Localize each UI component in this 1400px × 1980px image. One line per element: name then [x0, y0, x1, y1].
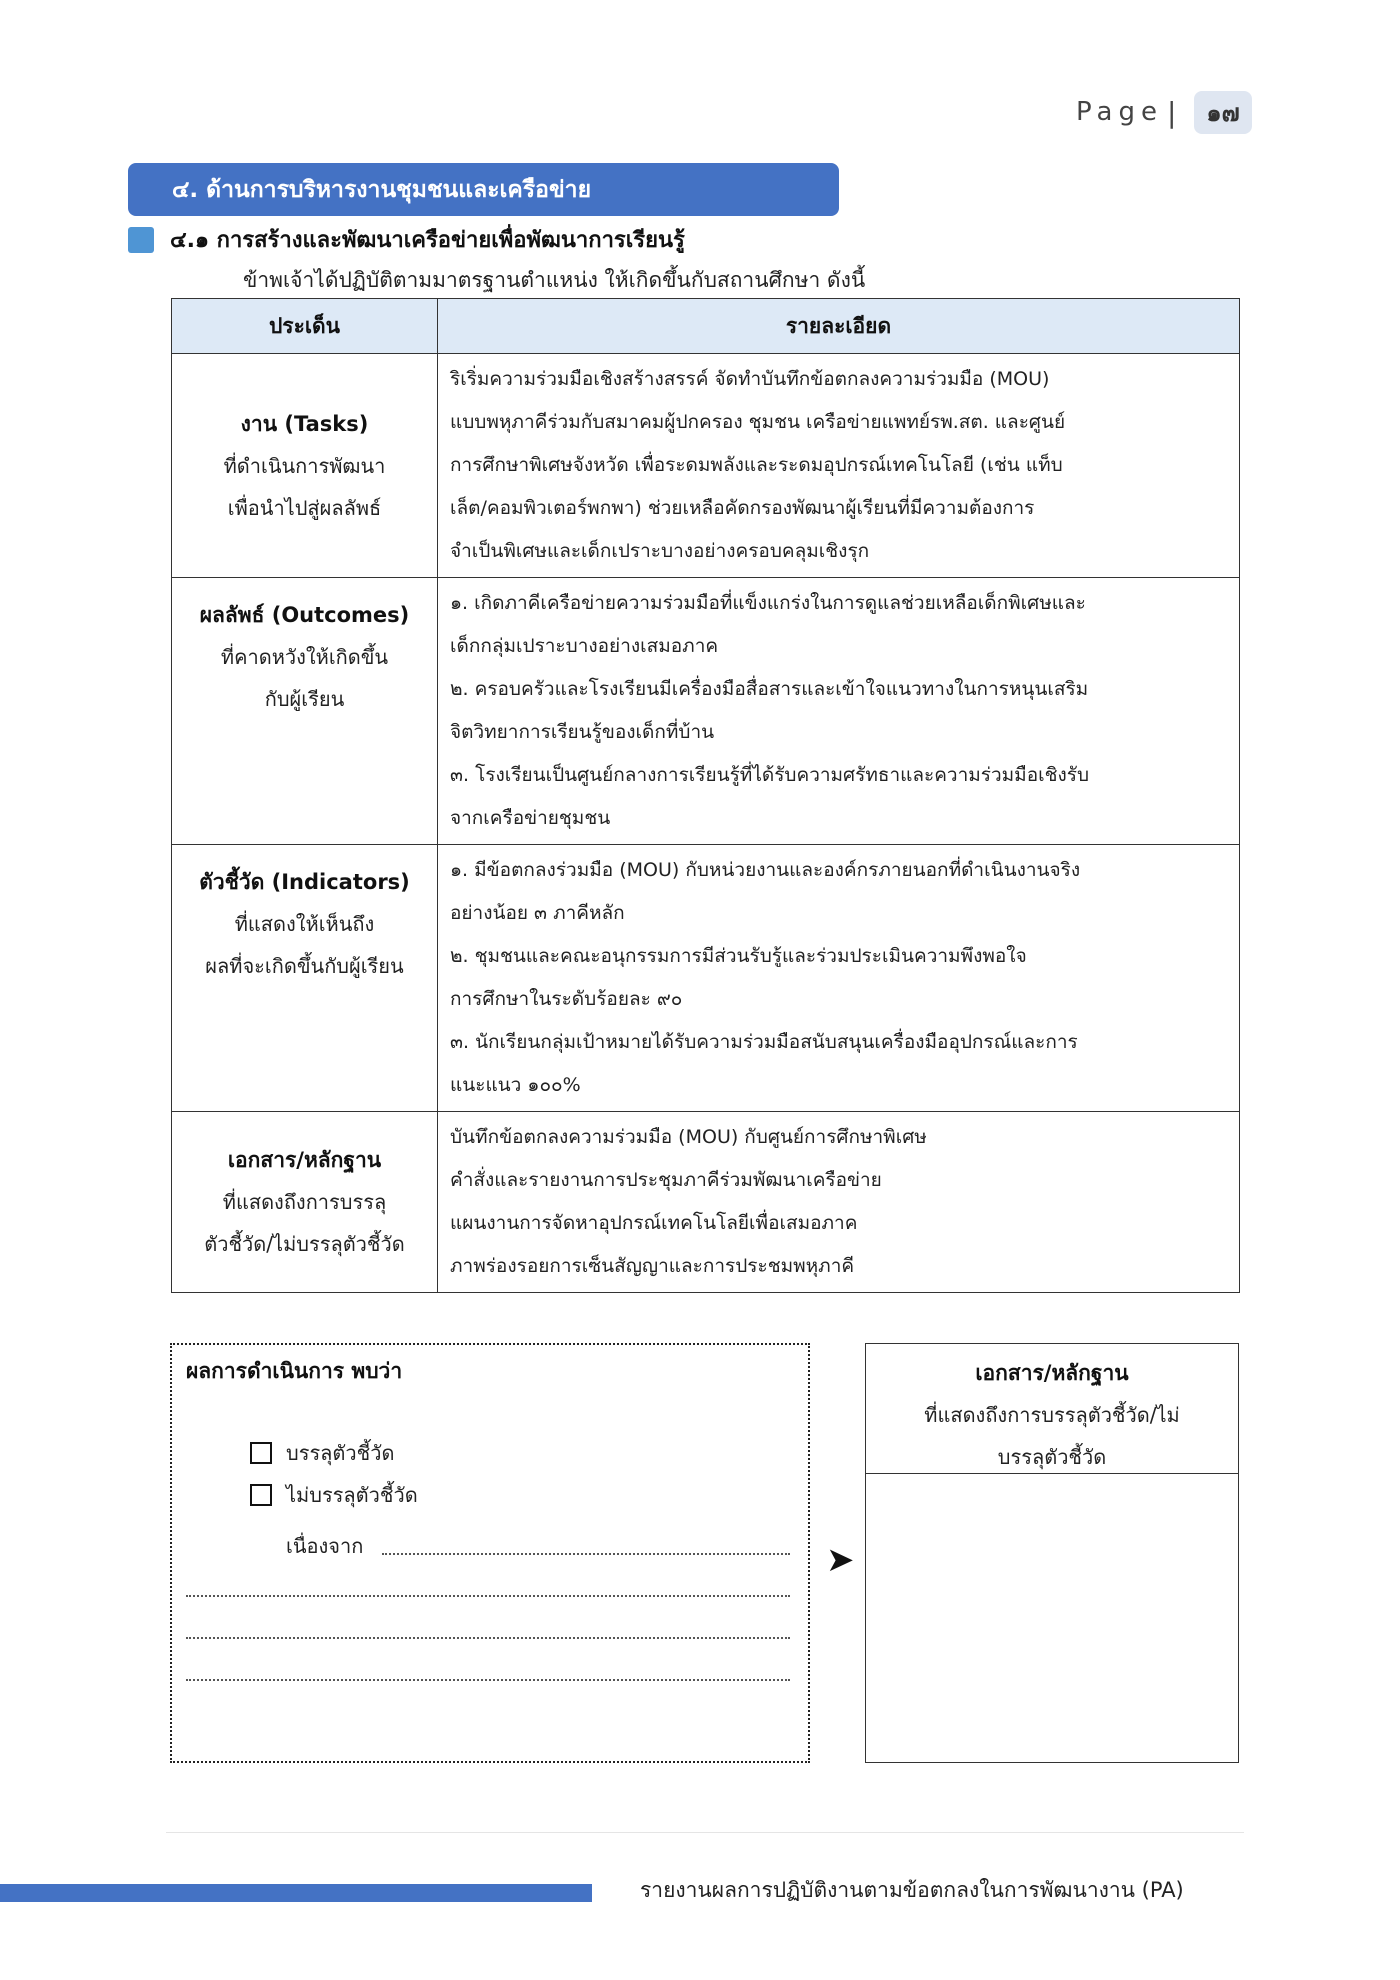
- evidence-box: [865, 1343, 1239, 1763]
- detail-line: บันทึกข้อตกลงความร่วมมือ (MOU) กับศูนย์การศึกษาพิเศษ: [450, 1126, 927, 1148]
- detail-cell: [438, 1112, 1240, 1293]
- topic-subtitle: ที่คาดหวังให้เกิดขึ้น: [220, 645, 389, 669]
- fill-line[interactable]: [186, 1679, 790, 1681]
- detail-line: ๒. ครอบครัวและโรงเรียนมีเครื่องมือสื่อสารและเข้าใจแนวทางในการหนุนเสริม: [450, 678, 1089, 700]
- arrow-left-icon: ➤: [826, 1540, 855, 1580]
- table-row-evidence: [172, 1112, 1240, 1293]
- subsection-title: ๔.๑ การสร้างและพัฒนาเครือข่ายเพื่อพัฒนาการเรียนรู้: [170, 228, 685, 253]
- page-number: ๑๗: [1194, 91, 1251, 134]
- footer-text: รายงานผลการปฏิบัติงานตามข้อตกลงในการพัฒนางาน (PA): [640, 1878, 1184, 1902]
- topic-title: เอกสาร/หลักฐาน: [227, 1148, 382, 1172]
- detail-cell: [438, 354, 1240, 578]
- page-header: [1076, 92, 1252, 132]
- topic-title: ตัวชี้วัด (Indicators): [199, 870, 410, 894]
- topic-cell: [172, 354, 438, 578]
- detail-line: เล็ต/คอมพิวเตอร์พกพา) ช่วยเหลือคัดกรองพัฒนาผู้เรียนที่มีความต้องการ: [450, 497, 1035, 519]
- detail-line: ๑. เกิดภาคีเครือข่ายความร่วมมือที่แข็งแกร่งในการดูแลช่วยเหลือเด็กพิเศษและ: [450, 592, 1086, 614]
- evidence-subtitle: ที่แสดงถึงการบรรลุตัวชี้วัด/ไม่: [924, 1403, 1180, 1427]
- evidence-title: เอกสาร/หลักฐาน: [975, 1361, 1129, 1385]
- result-title: ผลการดำเนินการ พบว่า: [186, 1359, 403, 1383]
- page-separator: |: [1166, 95, 1177, 129]
- result-box: [170, 1343, 810, 1763]
- table-row-outcomes: [172, 578, 1240, 845]
- topic-cell: [172, 578, 438, 845]
- column-header-detail: รายละเอียด: [438, 299, 1240, 354]
- subsection-heading: [128, 222, 685, 257]
- standards-table: [171, 298, 1240, 1293]
- section-title: ๔. ด้านการบริหารงานชุมชนและเครือข่าย: [128, 163, 839, 216]
- detail-cell: [438, 845, 1240, 1112]
- detail-line: ภาพร่องรอยการเซ็นสัญญาและการประชมพหุภาคี: [450, 1255, 855, 1277]
- topic-title: งาน (Tasks): [240, 411, 369, 436]
- detail-line: ๓. นักเรียนกลุ่มเป้าหมายได้รับความร่วมมือสนับสนุนเครื่องมืออุปกรณ์และการ: [450, 1031, 1078, 1053]
- topic-subtitle: ตัวชี้วัด/ไม่บรรลุตัวชี้วัด: [204, 1232, 405, 1256]
- option-met[interactable]: [250, 1437, 394, 1469]
- topic-subtitle: ที่แสดงถึงการบรรลุ: [222, 1190, 387, 1214]
- detail-line: ริเริ่มความร่วมมือเชิงสร้างสรรค์ จัดทำบันทึกข้อตกลงความร่วมมือ (MOU): [450, 368, 1050, 390]
- detail-line: แนะแนว ๑๐๐%: [450, 1074, 581, 1096]
- detail-line: แผนงานการจัดหาอุปกรณ์เทคโนโลยีเพื่อเสมอภาค: [450, 1212, 858, 1234]
- detail-line: ๓. โรงเรียนเป็นศูนย์กลางการเรียนรู้ที่ได้รับความศรัทธาและความร่วมมือเชิงรับ: [450, 764, 1090, 786]
- table-row-indicators: [172, 845, 1240, 1112]
- table-header-row: [172, 299, 1240, 354]
- fill-line[interactable]: [382, 1553, 790, 1555]
- option-not-met[interactable]: [250, 1479, 418, 1511]
- footer-divider: [166, 1832, 1244, 1833]
- fill-line[interactable]: [186, 1595, 790, 1597]
- topic-title: ผลลัพธ์ (Outcomes): [199, 603, 410, 627]
- checkbox-not-met[interactable]: [250, 1484, 272, 1506]
- detail-line: จำเป็นพิเศษและเด็กเปราะบางอย่างครอบคลุมเชิงรุก: [450, 540, 870, 562]
- intro-text: ข้าพเจ้าได้ปฏิบัติตามมาตรฐานตำแหน่ง ให้เกิดขึ้นกับสถานศึกษา ดังนี้: [243, 268, 866, 292]
- fill-line[interactable]: [186, 1637, 790, 1639]
- because-label: เนื่องจาก: [286, 1534, 364, 1558]
- checkbox-met[interactable]: [250, 1442, 272, 1464]
- detail-line: การศึกษาพิเศษจังหวัด เพื่อระดมพลังและระดมอุปกรณ์เทคโนโลยี (เช่น แท็บ: [450, 454, 1063, 476]
- topic-subtitle: ที่ดำเนินการพัฒนา: [223, 453, 386, 478]
- topic-cell: [172, 845, 438, 1112]
- detail-line: ๑. มีข้อตกลงร่วมมือ (MOU) กับหน่วยงานและองค์กรภายนอกที่ดำเนินงานจริง: [450, 859, 1081, 881]
- detail-cell: [438, 578, 1240, 845]
- topic-subtitle: กับผู้เรียน: [264, 687, 345, 711]
- topic-subtitle: เพื่อนำไปสู่ผลลัพธ์: [227, 495, 382, 520]
- evidence-subtitle: บรรลุตัวชี้วัด: [997, 1445, 1107, 1469]
- topic-cell: [172, 1112, 438, 1293]
- table-row-tasks: [172, 354, 1240, 578]
- option-not-met-label: ไม่บรรลุตัวชี้วัด: [286, 1483, 418, 1507]
- detail-line: การศึกษาในระดับร้อยละ ๙๐: [450, 988, 683, 1010]
- detail-line: คำสั่งและรายงานการประชุมภาคีร่วมพัฒนาเครือข่าย: [450, 1169, 882, 1191]
- bullet-square-icon: [128, 227, 154, 253]
- detail-line: อย่างน้อย ๓ ภาคีหลัก: [450, 902, 625, 924]
- detail-line: ๒. ชุมชนและคณะอนุกรรมการมีส่วนรับรู้และร่วมประเมินความพึงพอใจ: [450, 945, 1027, 967]
- footer-accent-bar: [0, 1884, 592, 1902]
- detail-line: จิตวิทยาการเรียนรู้ของเด็กที่บ้าน: [450, 721, 715, 743]
- detail-line: แบบพหุภาคีร่วมกับสมาคมผู้ปกครอง ชุมชน เครือข่ายแพทย์รพ.สต. และศูนย์: [450, 411, 1066, 433]
- topic-subtitle: ผลที่จะเกิดขึ้นกับผู้เรียน: [205, 954, 404, 978]
- option-met-label: บรรลุตัวชี้วัด: [286, 1441, 395, 1465]
- evidence-header: [866, 1344, 1238, 1474]
- detail-line: จากเครือข่ายชุมชน: [450, 807, 611, 829]
- column-header-topic: ประเด็น: [172, 299, 438, 354]
- page-label: Page: [1076, 97, 1163, 127]
- detail-line: เด็กกลุ่มเปราะบางอย่างเสมอภาค: [450, 635, 719, 657]
- topic-subtitle: ที่แสดงให้เห็นถึง: [234, 912, 375, 936]
